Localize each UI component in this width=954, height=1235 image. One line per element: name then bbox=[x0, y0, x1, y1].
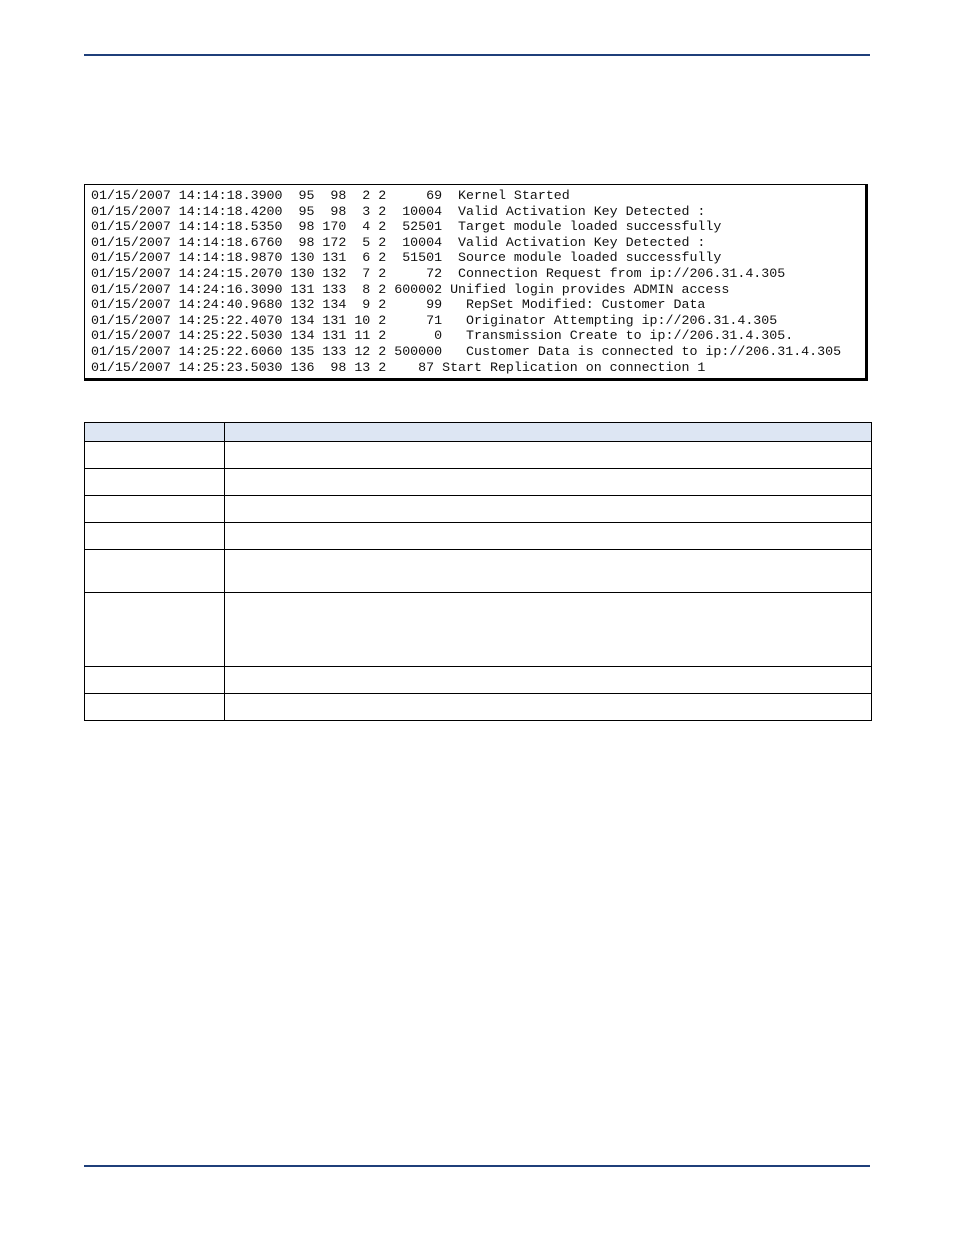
table-cell bbox=[85, 442, 225, 469]
table-cell bbox=[85, 550, 225, 593]
table-cell bbox=[85, 469, 225, 496]
log-line: 01/15/2007 14:14:18.9870 130 131 6 2 51501 Source module loaded successfully bbox=[91, 250, 722, 266]
table-row bbox=[85, 469, 872, 496]
log-line: 01/15/2007 14:25:22.4070 134 131 10 2 71 Originator Attempting ip://206.31.4.305 bbox=[91, 312, 778, 328]
table-header-cell bbox=[225, 423, 872, 442]
table-cell bbox=[225, 469, 872, 496]
log-line: 01/15/2007 14:14:18.4200 95 98 3 2 10004 Valid Activation Key Detected : bbox=[91, 203, 706, 219]
table-row bbox=[85, 496, 872, 523]
header-rule bbox=[84, 54, 870, 56]
table-cell bbox=[225, 523, 872, 550]
log-line: 01/15/2007 14:14:18.3900 95 98 2 2 69 Kernel Started bbox=[91, 188, 570, 203]
log-fields-table bbox=[84, 422, 872, 721]
table-row bbox=[85, 523, 872, 550]
table-row bbox=[85, 667, 872, 694]
footer-rule bbox=[84, 1165, 870, 1167]
table-cell bbox=[225, 593, 872, 667]
table-cell bbox=[85, 496, 225, 523]
table-header-cell bbox=[85, 423, 225, 442]
table-cell bbox=[225, 694, 872, 721]
table-cell bbox=[225, 442, 872, 469]
table-header-row bbox=[85, 423, 872, 442]
log-line: 01/15/2007 14:25:23.5030 136 98 13 2 87 Start Replication on connection 1 bbox=[91, 359, 706, 375]
table-row bbox=[85, 550, 872, 593]
table-row bbox=[85, 593, 872, 667]
log-line: 01/15/2007 14:24:15.2070 130 132 7 2 72 Connection Request from ip://206.31.4.305 bbox=[91, 265, 786, 281]
log-line: 01/15/2007 14:14:18.5350 98 170 4 2 52501 Target module loaded successfully bbox=[91, 219, 722, 235]
table-row bbox=[85, 442, 872, 469]
log-sample-box bbox=[84, 184, 868, 381]
table-cell bbox=[85, 694, 225, 721]
table-cell bbox=[85, 667, 225, 694]
table-cell bbox=[85, 593, 225, 667]
log-line: 01/15/2007 14:24:40.9680 132 134 9 2 99 RepSet Modified: Customer Data bbox=[91, 297, 706, 313]
table-cell bbox=[225, 667, 872, 694]
table-cell bbox=[225, 496, 872, 523]
log-line: 01/15/2007 14:25:22.6060 135 133 12 2 500000 Customer Data is connected to ip://206.31.4.305 bbox=[91, 343, 842, 359]
log-line: 01/15/2007 14:14:18.6760 98 172 5 2 10004 Valid Activation Key Detected : bbox=[91, 234, 706, 250]
table-cell bbox=[225, 550, 872, 593]
table-row bbox=[85, 694, 872, 721]
table-cell bbox=[85, 523, 225, 550]
log-line: 01/15/2007 14:24:16.3090 131 133 8 2 600002 Unified login provides ADMIN access bbox=[91, 281, 730, 297]
log-line: 01/15/2007 14:25:22.5030 134 131 11 2 0 Transmission Create to ip://206.31.4.305. bbox=[91, 328, 794, 344]
